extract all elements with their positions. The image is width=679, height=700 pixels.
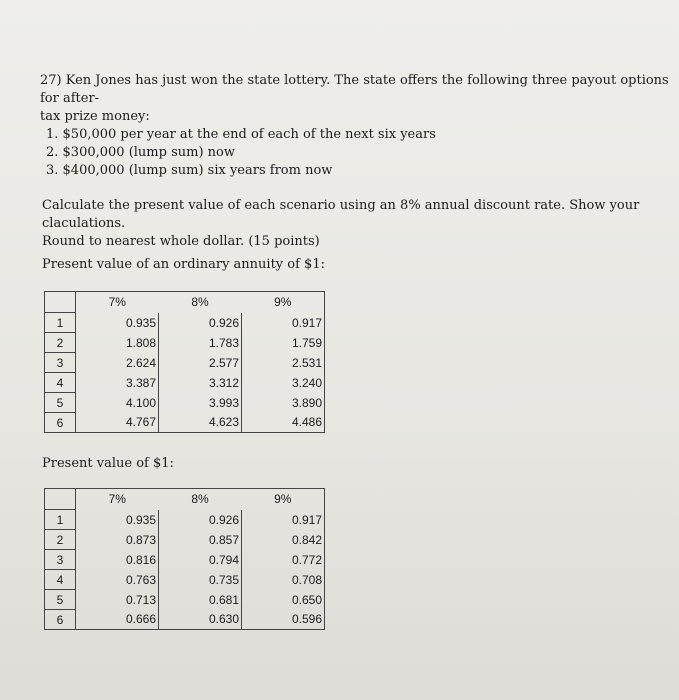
value-cell: 3.993 bbox=[159, 393, 242, 413]
question-line-1: 27) Ken Jones has just won the state lottery. The state offers the following three payout options for after- bbox=[40, 73, 669, 106]
value-cell: 0.917 bbox=[242, 313, 325, 333]
instructions-text bbox=[42, 197, 672, 251]
table-row bbox=[45, 610, 325, 630]
table-row bbox=[45, 590, 325, 610]
value-cell: 4.767 bbox=[76, 413, 159, 433]
table-row bbox=[45, 550, 325, 570]
period-cell: 3 bbox=[45, 353, 76, 373]
instructions-line-1: Calculate the present value of each scenario using an 8% annual discount rate. Show your claculations. bbox=[42, 198, 640, 231]
annuity-table bbox=[44, 291, 325, 433]
table-row bbox=[45, 530, 325, 550]
table-row bbox=[45, 313, 325, 333]
value-cell: 0.926 bbox=[159, 313, 242, 333]
option-2: 2. $300,000 (lump sum) now bbox=[46, 145, 235, 160]
value-cell: 0.596 bbox=[242, 610, 325, 630]
value-cell: 0.735 bbox=[159, 570, 242, 590]
value-cell: 0.708 bbox=[242, 570, 325, 590]
table-row bbox=[45, 413, 325, 433]
value-cell: 1.808 bbox=[76, 333, 159, 353]
value-cell: 4.486 bbox=[242, 413, 325, 433]
value-cell: 0.772 bbox=[242, 550, 325, 570]
table-row bbox=[45, 570, 325, 590]
rate-header-8: 8% bbox=[159, 489, 242, 510]
period-cell: 2 bbox=[45, 333, 76, 353]
table-row bbox=[45, 510, 325, 530]
period-cell: 5 bbox=[45, 590, 76, 610]
period-cell: 6 bbox=[45, 610, 76, 630]
question-text bbox=[40, 72, 670, 126]
pv-table-title: Present value of $1: bbox=[42, 456, 174, 471]
value-cell: 0.935 bbox=[76, 313, 159, 333]
period-cell: 5 bbox=[45, 393, 76, 413]
value-cell: 0.666 bbox=[76, 610, 159, 630]
value-cell: 0.873 bbox=[76, 530, 159, 550]
value-cell: 1.783 bbox=[159, 333, 242, 353]
table-row bbox=[45, 353, 325, 373]
value-cell: 3.240 bbox=[242, 373, 325, 393]
period-header bbox=[45, 489, 76, 510]
period-cell: 1 bbox=[45, 313, 76, 333]
period-cell: 4 bbox=[45, 373, 76, 393]
table-row bbox=[45, 373, 325, 393]
value-cell: 0.842 bbox=[242, 530, 325, 550]
value-cell: 1.759 bbox=[242, 333, 325, 353]
value-cell: 2.531 bbox=[242, 353, 325, 373]
payout-options-list bbox=[46, 126, 606, 180]
question-line-2: tax prize money: bbox=[40, 109, 150, 124]
rate-header-7: 7% bbox=[76, 489, 159, 510]
option-3: 3. $400,000 (lump sum) six years from now bbox=[46, 163, 333, 178]
period-cell: 4 bbox=[45, 570, 76, 590]
value-cell: 0.816 bbox=[76, 550, 159, 570]
annuity-header-row bbox=[45, 292, 325, 313]
period-header bbox=[45, 292, 76, 313]
value-cell: 0.926 bbox=[159, 510, 242, 530]
value-cell: 4.100 bbox=[76, 393, 159, 413]
option-1: 1. $50,000 per year at the end of each of the next six years bbox=[46, 127, 436, 142]
value-cell: 0.763 bbox=[76, 570, 159, 590]
value-cell: 0.857 bbox=[159, 530, 242, 550]
table-row bbox=[45, 393, 325, 413]
period-cell: 6 bbox=[45, 413, 76, 433]
period-cell: 3 bbox=[45, 550, 76, 570]
value-cell: 3.890 bbox=[242, 393, 325, 413]
value-cell: 0.794 bbox=[159, 550, 242, 570]
value-cell: 0.935 bbox=[76, 510, 159, 530]
rate-header-9: 9% bbox=[242, 489, 325, 510]
pv-table bbox=[44, 488, 325, 630]
rate-header-7: 7% bbox=[76, 292, 159, 313]
value-cell: 2.577 bbox=[159, 353, 242, 373]
value-cell: 4.623 bbox=[159, 413, 242, 433]
rate-header-9: 9% bbox=[242, 292, 325, 313]
instructions-line-2: Round to nearest whole dollar. (15 points) bbox=[42, 234, 320, 249]
table-row bbox=[45, 333, 325, 353]
annuity-table-title: Present value of an ordinary annuity of $1: bbox=[42, 257, 325, 272]
value-cell: 0.917 bbox=[242, 510, 325, 530]
period-cell: 2 bbox=[45, 530, 76, 550]
value-cell: 0.630 bbox=[159, 610, 242, 630]
pv-header-row bbox=[45, 489, 325, 510]
period-cell: 1 bbox=[45, 510, 76, 530]
value-cell: 0.650 bbox=[242, 590, 325, 610]
rate-header-8: 8% bbox=[159, 292, 242, 313]
value-cell: 2.624 bbox=[76, 353, 159, 373]
value-cell: 0.713 bbox=[76, 590, 159, 610]
value-cell: 3.387 bbox=[76, 373, 159, 393]
value-cell: 3.312 bbox=[159, 373, 242, 393]
value-cell: 0.681 bbox=[159, 590, 242, 610]
